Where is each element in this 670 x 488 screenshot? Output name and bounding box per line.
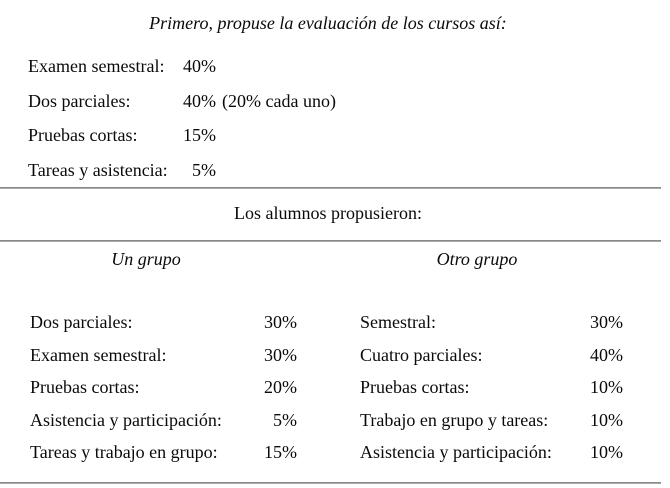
item-percentage: 15% xyxy=(264,442,297,463)
group-header-un-grupo: Un grupo xyxy=(111,249,181,269)
list-item xyxy=(30,371,297,404)
item-percentage: 10% xyxy=(590,442,623,463)
item-percentage: 5% xyxy=(273,409,297,430)
item-percentage: 30% xyxy=(590,312,623,332)
item-label: Trabajo en grupo y tareas: xyxy=(360,409,549,430)
item-percentage: 40% xyxy=(590,344,623,365)
item-percentage: 20% xyxy=(264,377,297,398)
item-suffix: (20% cada uno) xyxy=(222,90,336,111)
list-item xyxy=(360,306,623,339)
item-label: Asistencia y participación: xyxy=(360,442,552,463)
item-label: Tareas y asistencia: xyxy=(28,159,168,180)
item-label: Semestral: xyxy=(360,312,436,332)
item-percentage: 40% xyxy=(183,90,216,111)
item-percentage: 15% xyxy=(183,125,216,145)
list-item xyxy=(30,436,297,469)
item-label: Pruebas cortas: xyxy=(30,377,140,398)
list-item xyxy=(360,436,623,469)
intro-title: Primero, propuse la evaluación de los cursos así: xyxy=(149,13,507,33)
item-percentage: 10% xyxy=(590,377,623,398)
list-item xyxy=(28,153,448,188)
list-item xyxy=(360,404,623,437)
item-percentage: 40% xyxy=(183,56,216,76)
horizontal-rule-bottom xyxy=(0,482,661,484)
list-item xyxy=(28,84,448,119)
group-column-otro-grupo xyxy=(360,306,623,469)
item-label: Cuatro parciales: xyxy=(360,344,483,365)
item-label: Examen semestral: xyxy=(30,344,167,365)
list-item xyxy=(360,339,623,372)
list-item xyxy=(360,371,623,404)
item-label: Pruebas cortas: xyxy=(28,125,138,145)
horizontal-rule-middle xyxy=(0,240,661,242)
students-heading: Los alumnos propusieron: xyxy=(234,203,422,223)
teacher-proposal-list xyxy=(28,49,448,187)
list-item xyxy=(30,404,297,437)
item-label: Dos parciales: xyxy=(30,312,133,332)
group-header-otro-grupo: Otro grupo xyxy=(436,249,518,269)
item-label: Dos parciales: xyxy=(28,90,131,111)
item-percentage: 10% xyxy=(590,409,623,430)
item-percentage: 30% xyxy=(264,344,297,365)
item-label: Tareas y trabajo en grupo: xyxy=(30,442,218,463)
list-item xyxy=(30,306,297,339)
list-item xyxy=(28,118,448,153)
item-percentage: 5% xyxy=(192,159,216,180)
item-label: Pruebas cortas: xyxy=(360,377,470,398)
group-column-un-grupo xyxy=(30,306,297,469)
horizontal-rule-top xyxy=(0,187,661,189)
item-percentage: 30% xyxy=(264,312,297,332)
list-item xyxy=(30,339,297,372)
list-item xyxy=(28,49,448,84)
item-label: Examen semestral: xyxy=(28,56,165,76)
item-label: Asistencia y participación: xyxy=(30,409,222,430)
